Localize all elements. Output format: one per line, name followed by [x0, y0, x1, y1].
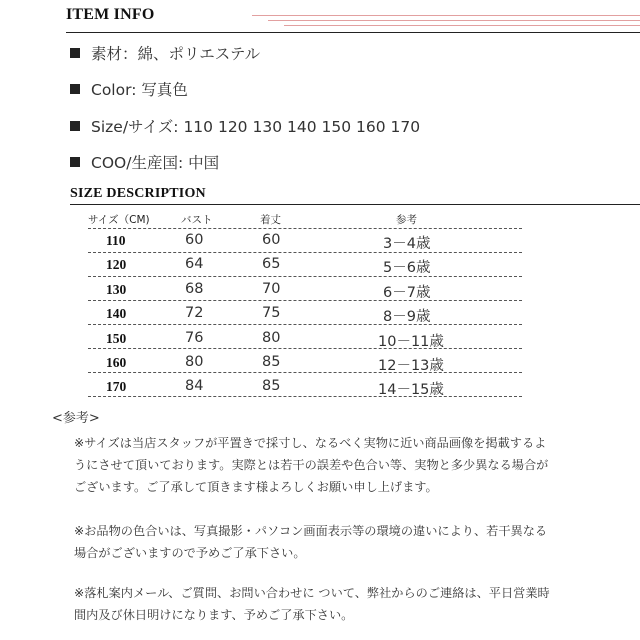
cell-bust: 84: [185, 378, 204, 394]
note-line: ※サイズは当店スタッフが平置きで採寸し、なるべく実物に近い商品画像を掲載するよ: [74, 436, 547, 450]
cell-length: 75: [262, 305, 281, 321]
info-text: COO/生産国: 中国: [91, 154, 220, 172]
info-text: Color: 写真色: [91, 81, 188, 99]
note-line: ※お品物の色合いは、写真撮影・パソコン画面表示等の環境の違いにより、若干異なる: [74, 524, 548, 538]
cell-size: 130: [106, 282, 127, 297]
red-divider-line: [284, 25, 640, 26]
red-divider-line: [268, 20, 640, 21]
table-row-divider: [88, 396, 522, 397]
cell-reference: 8－9歳: [383, 309, 431, 325]
cell-size: 110: [106, 233, 126, 248]
note-paragraph-contact: [74, 582, 574, 626]
note-line: ※落札案内メール、ご質問、お問い合わせに ついて、弊社からのご連絡は、平日営業時: [74, 586, 550, 600]
cell-bust: 68: [185, 281, 204, 297]
cell-size: 150: [106, 331, 127, 346]
bullet-square-icon: [70, 157, 80, 167]
cell-size: 170: [106, 379, 127, 394]
info-line-material: [70, 42, 260, 64]
notes-heading: <参考>: [52, 411, 100, 426]
cell-reference: 14－15歳: [378, 382, 444, 398]
column-header-length: 着丈: [260, 214, 281, 226]
item-info-title: ITEM INFO: [66, 6, 155, 23]
table-row-divider: [88, 324, 522, 325]
table-row-divider: [88, 300, 522, 301]
bullet-square-icon: [70, 121, 80, 131]
info-line-size: [70, 115, 420, 137]
info-text: 素材：綿、ポリエステル: [91, 45, 261, 63]
size-title-underline: [70, 204, 640, 205]
red-divider-line: [252, 15, 640, 16]
cell-length: 70: [262, 281, 281, 297]
bullet-square-icon: [70, 84, 80, 94]
cell-length: 85: [262, 378, 281, 394]
table-row-divider: [88, 372, 522, 373]
cell-length: 85: [262, 354, 281, 370]
cell-bust: 72: [185, 305, 204, 321]
size-description-title: SIZE DESCRIPTION: [70, 186, 206, 201]
cell-reference: 6－7歳: [383, 285, 431, 301]
bullet-square-icon: [70, 48, 80, 58]
column-header-bust: バスト: [181, 214, 213, 226]
note-paragraph-color: [74, 520, 574, 564]
note-line: 場合がございますので予めご了承下さい。: [74, 546, 306, 560]
cell-size: 160: [106, 355, 127, 370]
cell-bust: 60: [185, 232, 204, 248]
note-line: ございます。ご了承して頂きます様よろしくお願い申し上げます。: [74, 480, 438, 494]
cell-size: 140: [106, 306, 127, 321]
note-paragraph-measurement: [74, 432, 574, 498]
header-underline: [66, 32, 640, 33]
info-line-color: [70, 78, 188, 100]
cell-reference: 5－6歳: [383, 260, 431, 276]
cell-reference: 10－11歳: [378, 334, 444, 350]
cell-reference: 12－13歳: [378, 358, 444, 374]
cell-bust: 64: [185, 256, 204, 272]
info-text: Size/サイズ: 110 120 130 140 150 160 170: [91, 118, 421, 136]
cell-length: 80: [262, 330, 281, 346]
cell-bust: 76: [185, 330, 204, 346]
note-line: 間内及び休日明けになります、予めご了承下さい。: [74, 608, 354, 622]
cell-reference: 3－4歳: [383, 236, 431, 252]
table-row-divider: [88, 348, 522, 349]
info-line-coo: [70, 151, 219, 173]
cell-bust: 80: [185, 354, 204, 370]
column-header-size: サイズ（CM): [88, 214, 150, 226]
column-header-reference: 参考: [396, 214, 417, 226]
cell-length: 65: [262, 256, 281, 272]
note-line: うにさせて頂いております。実際とは若干の誤差や色合い等、実物と多少異なる場合が: [74, 458, 549, 472]
cell-length: 60: [262, 232, 281, 248]
table-row-divider: [88, 252, 522, 253]
table-row-divider: [88, 276, 522, 277]
table-row-divider: [88, 228, 522, 229]
cell-size: 120: [106, 257, 127, 272]
